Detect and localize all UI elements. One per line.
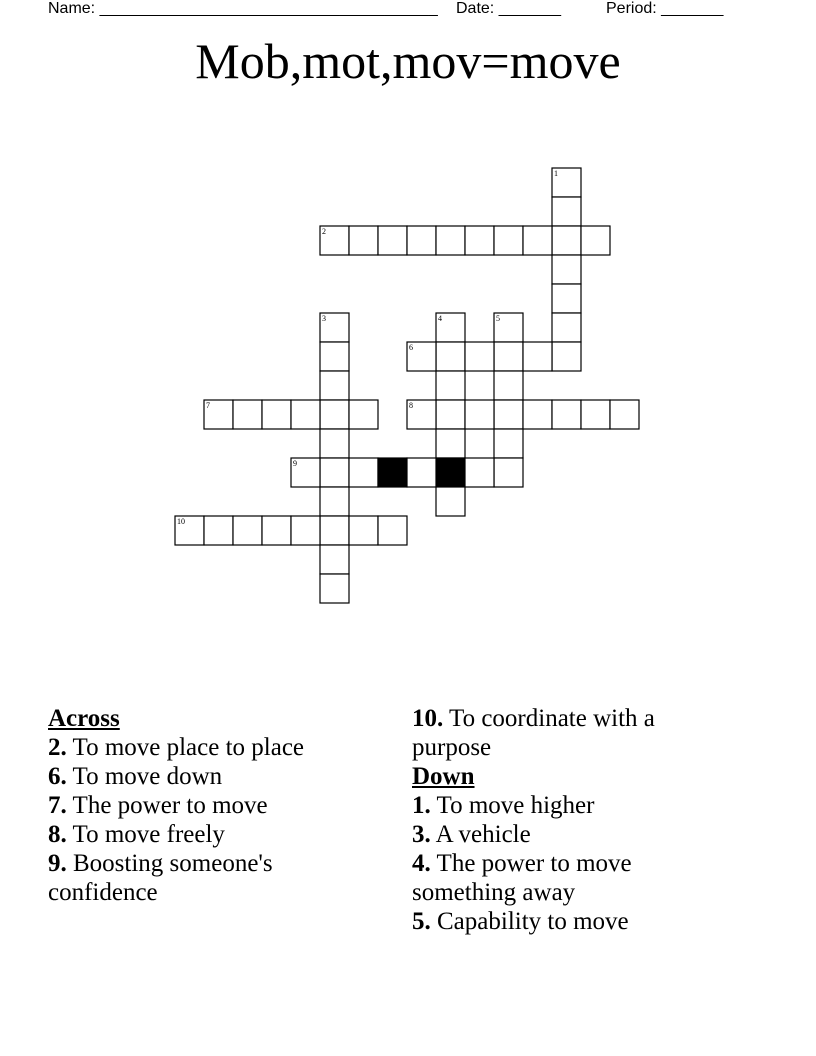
grid-cell[interactable] <box>465 342 494 371</box>
grid-cell[interactable] <box>465 226 494 255</box>
grid-cell[interactable] <box>436 429 465 458</box>
grid-cell[interactable] <box>494 429 523 458</box>
clue-number: 5. <box>412 908 431 935</box>
grid-cell[interactable] <box>494 458 523 487</box>
clue-text: Capability to move <box>430 908 629 935</box>
clue-text: To move place to place <box>66 734 305 761</box>
grid-cell[interactable] <box>436 371 465 400</box>
down-clue-list <box>412 791 712 936</box>
grid-cell[interactable] <box>494 226 523 255</box>
clue-number: 2. <box>48 734 67 761</box>
grid-cell[interactable] <box>349 458 378 487</box>
grid-cell[interactable] <box>407 226 436 255</box>
grid-cell[interactable] <box>291 516 320 545</box>
grid-cell[interactable] <box>349 226 378 255</box>
clue-number: 7. <box>48 792 67 819</box>
grid-cell[interactable] <box>349 516 378 545</box>
across-clue <box>48 762 388 791</box>
grid-cell[interactable] <box>378 226 407 255</box>
down-clues-column <box>412 704 712 936</box>
clue-text: The power to move something away <box>412 850 632 906</box>
clue-text: To move freely <box>66 821 225 848</box>
grid-cell[interactable] <box>436 400 465 429</box>
clue-number: 4. <box>412 850 431 877</box>
grid-cell[interactable] <box>552 284 581 313</box>
clue-number: 10. <box>412 705 444 732</box>
grid-cell[interactable] <box>523 342 552 371</box>
grid-cell[interactable] <box>552 400 581 429</box>
grid-cell[interactable] <box>581 400 610 429</box>
clue-number-label: 5 <box>496 314 500 323</box>
grid-cell[interactable] <box>436 342 465 371</box>
clue-number-label: 7 <box>206 401 210 410</box>
grid-cell[interactable] <box>262 400 291 429</box>
across-clue <box>48 791 388 820</box>
blocked-cell <box>436 458 465 487</box>
grid-cell[interactable] <box>581 226 610 255</box>
grid-cell[interactable] <box>233 516 262 545</box>
clue-number: 1. <box>412 792 431 819</box>
grid-cell[interactable] <box>494 400 523 429</box>
grid-cell[interactable] <box>320 545 349 574</box>
grid-cell[interactable] <box>320 400 349 429</box>
clue-number-label: 6 <box>409 343 413 352</box>
clue-number-label: 2 <box>322 227 326 236</box>
grid-cell[interactable] <box>320 458 349 487</box>
across-clue-list-continued <box>412 704 712 762</box>
down-heading: Down <box>412 763 475 790</box>
clue-number-label: 8 <box>409 401 413 410</box>
grid-cell[interactable] <box>262 516 291 545</box>
grid-cell[interactable] <box>436 226 465 255</box>
across-clue <box>48 733 388 762</box>
across-clue <box>48 820 388 849</box>
date-field[interactable]: Date: _______ <box>456 0 561 17</box>
clue-number-label: 3 <box>322 314 326 323</box>
across-heading: Across <box>48 705 120 732</box>
grid-cell[interactable] <box>465 458 494 487</box>
grid-cell[interactable] <box>320 487 349 516</box>
grid-cell[interactable] <box>320 574 349 603</box>
period-field[interactable]: Period: _______ <box>606 0 724 17</box>
down-clue <box>412 907 712 936</box>
across-clues <box>48 704 388 907</box>
down-clue <box>412 820 712 849</box>
grid-cell[interactable] <box>465 400 494 429</box>
across-clue <box>412 704 712 762</box>
clue-text: The power to move <box>66 792 268 819</box>
grid-cell[interactable] <box>523 226 552 255</box>
grid-cell[interactable] <box>320 342 349 371</box>
clue-text: Boosting someone's confidence <box>48 850 273 906</box>
grid-cell[interactable] <box>552 197 581 226</box>
grid-cell[interactable] <box>204 516 233 545</box>
clue-number-label: 10 <box>177 517 185 526</box>
grid-cell[interactable] <box>494 342 523 371</box>
down-clue <box>412 849 712 907</box>
grid-cell[interactable] <box>320 371 349 400</box>
grid-cell[interactable] <box>233 400 262 429</box>
clue-text: To coordinate with a purpose <box>412 705 655 761</box>
blocked-cell <box>378 458 407 487</box>
clue-number-label: 1 <box>554 169 558 178</box>
grid-cell[interactable] <box>494 371 523 400</box>
grid-cell[interactable] <box>349 400 378 429</box>
across-clue <box>48 849 388 907</box>
clue-number: 9. <box>48 850 67 877</box>
clue-number-label: 4 <box>438 314 442 323</box>
clue-number: 8. <box>48 821 67 848</box>
clue-number: 3. <box>412 821 431 848</box>
grid-cell[interactable] <box>407 458 436 487</box>
page-title: Mob,mot,mov=move <box>195 33 621 89</box>
grid-cell[interactable] <box>378 516 407 545</box>
grid-cell[interactable] <box>291 400 320 429</box>
clue-text: A vehicle <box>430 821 531 848</box>
grid-cell[interactable] <box>320 429 349 458</box>
grid-cell[interactable] <box>320 516 349 545</box>
clue-number: 6. <box>48 763 67 790</box>
grid-cell[interactable] <box>436 487 465 516</box>
clue-number-label: 9 <box>293 459 297 468</box>
name-field[interactable]: Name: ______________________________________ <box>48 0 438 17</box>
across-clue-list <box>48 733 388 907</box>
clue-text: To move down <box>66 763 223 790</box>
grid-cell[interactable] <box>610 400 639 429</box>
grid-cell[interactable] <box>552 226 581 255</box>
grid-cell[interactable] <box>552 255 581 284</box>
clue-text: To move higher <box>430 792 595 819</box>
grid-cell[interactable] <box>552 313 581 342</box>
down-clue <box>412 791 712 820</box>
grid-cell[interactable] <box>552 342 581 371</box>
grid-cell[interactable] <box>523 400 552 429</box>
